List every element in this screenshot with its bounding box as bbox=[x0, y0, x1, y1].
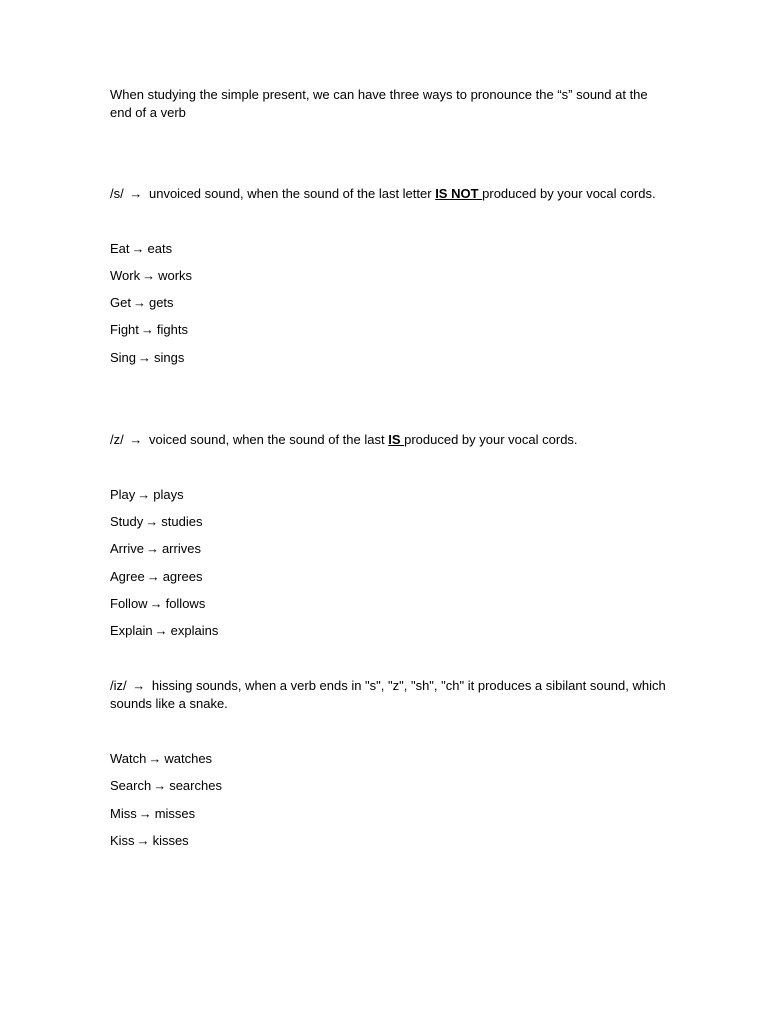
example-row bbox=[110, 321, 188, 338]
example-base: Follow bbox=[110, 596, 148, 611]
arrow-icon: → bbox=[145, 541, 159, 556]
example-row bbox=[110, 240, 172, 257]
example-form: follows bbox=[165, 596, 206, 611]
example-base: Miss bbox=[110, 806, 137, 821]
rule-z bbox=[110, 431, 578, 448]
arrow-icon: → bbox=[140, 322, 154, 337]
example-form: misses bbox=[154, 806, 196, 821]
arrow-icon: → bbox=[138, 350, 152, 365]
arrow-icon: → bbox=[145, 514, 159, 529]
example-base: Study bbox=[110, 514, 144, 529]
example-row bbox=[110, 513, 202, 530]
example-form: eats bbox=[147, 241, 173, 256]
example-form: explains bbox=[170, 623, 219, 638]
arrow-icon: → bbox=[142, 268, 156, 283]
example-form: searches bbox=[169, 778, 222, 793]
arrow-icon: → bbox=[146, 569, 160, 584]
example-row bbox=[110, 777, 222, 794]
example-row bbox=[110, 294, 174, 311]
arrow-icon: → bbox=[132, 678, 146, 693]
example-row bbox=[110, 595, 205, 612]
rule-iz bbox=[110, 677, 670, 712]
rule-z-text-after: produced by your vocal cords. bbox=[404, 432, 578, 447]
example-row bbox=[110, 267, 192, 284]
example-form: gets bbox=[148, 295, 174, 310]
arrow-icon: → bbox=[148, 751, 162, 766]
intro-paragraph: When studying the simple present, we can have three ways to pronounce the “s” sound at the end of a verb bbox=[110, 87, 648, 120]
example-base: Work bbox=[110, 268, 141, 283]
example-form: studies bbox=[161, 514, 203, 529]
arrow-icon: → bbox=[149, 596, 163, 611]
rule-s-emphasis: IS NOT bbox=[435, 186, 483, 201]
arrow-icon: → bbox=[132, 295, 146, 310]
arrow-icon: → bbox=[154, 623, 168, 638]
example-row bbox=[110, 622, 218, 639]
example-row bbox=[110, 805, 195, 822]
example-base: Arrive bbox=[110, 541, 144, 556]
arrow-icon: → bbox=[131, 241, 145, 256]
example-base: Watch bbox=[110, 751, 147, 766]
arrow-icon: → bbox=[129, 432, 143, 447]
rule-s bbox=[110, 185, 656, 202]
example-base: Fight bbox=[110, 322, 139, 337]
example-base: Play bbox=[110, 487, 136, 502]
rule-s-text-before: unvoiced sound, when the sound of the last letter bbox=[148, 186, 436, 201]
example-base: Agree bbox=[110, 569, 145, 584]
example-form: kisses bbox=[152, 833, 189, 848]
rule-iz-text: hissing sounds, when a verb ends in "s", "z", "sh", "ch" it produces a sibilant sound, which sounds like a snake. bbox=[110, 678, 666, 711]
example-base: Get bbox=[110, 295, 131, 310]
example-row bbox=[110, 568, 202, 585]
example-form: sings bbox=[154, 350, 185, 365]
example-base: Sing bbox=[110, 350, 137, 365]
example-base: Kiss bbox=[110, 833, 135, 848]
example-form: plays bbox=[153, 487, 184, 502]
example-base: Search bbox=[110, 778, 152, 793]
example-form: works bbox=[158, 268, 193, 283]
example-form: fights bbox=[156, 322, 188, 337]
arrow-icon: → bbox=[136, 833, 150, 848]
rule-s-label: /s/ bbox=[110, 186, 124, 201]
arrow-icon: → bbox=[138, 806, 152, 821]
rule-z-label: /z/ bbox=[110, 432, 124, 447]
arrow-icon: → bbox=[153, 778, 167, 793]
rule-z-emphasis: IS bbox=[388, 432, 405, 447]
example-base: Eat bbox=[110, 241, 130, 256]
example-form: watches bbox=[164, 751, 213, 766]
rule-s-text-after: produced by your vocal cords. bbox=[482, 186, 656, 201]
arrow-icon: → bbox=[137, 487, 151, 502]
example-row bbox=[110, 486, 184, 503]
example-form: agrees bbox=[162, 569, 203, 584]
example-row bbox=[110, 750, 212, 767]
example-row bbox=[110, 349, 184, 366]
example-base: Explain bbox=[110, 623, 153, 638]
rule-z-text-before: voiced sound, when the sound of the last bbox=[148, 432, 389, 447]
example-row bbox=[110, 832, 189, 849]
rule-iz-label: /iz/ bbox=[110, 678, 127, 693]
arrow-icon: → bbox=[129, 186, 143, 201]
example-row bbox=[110, 540, 201, 557]
example-form: arrives bbox=[161, 541, 201, 556]
